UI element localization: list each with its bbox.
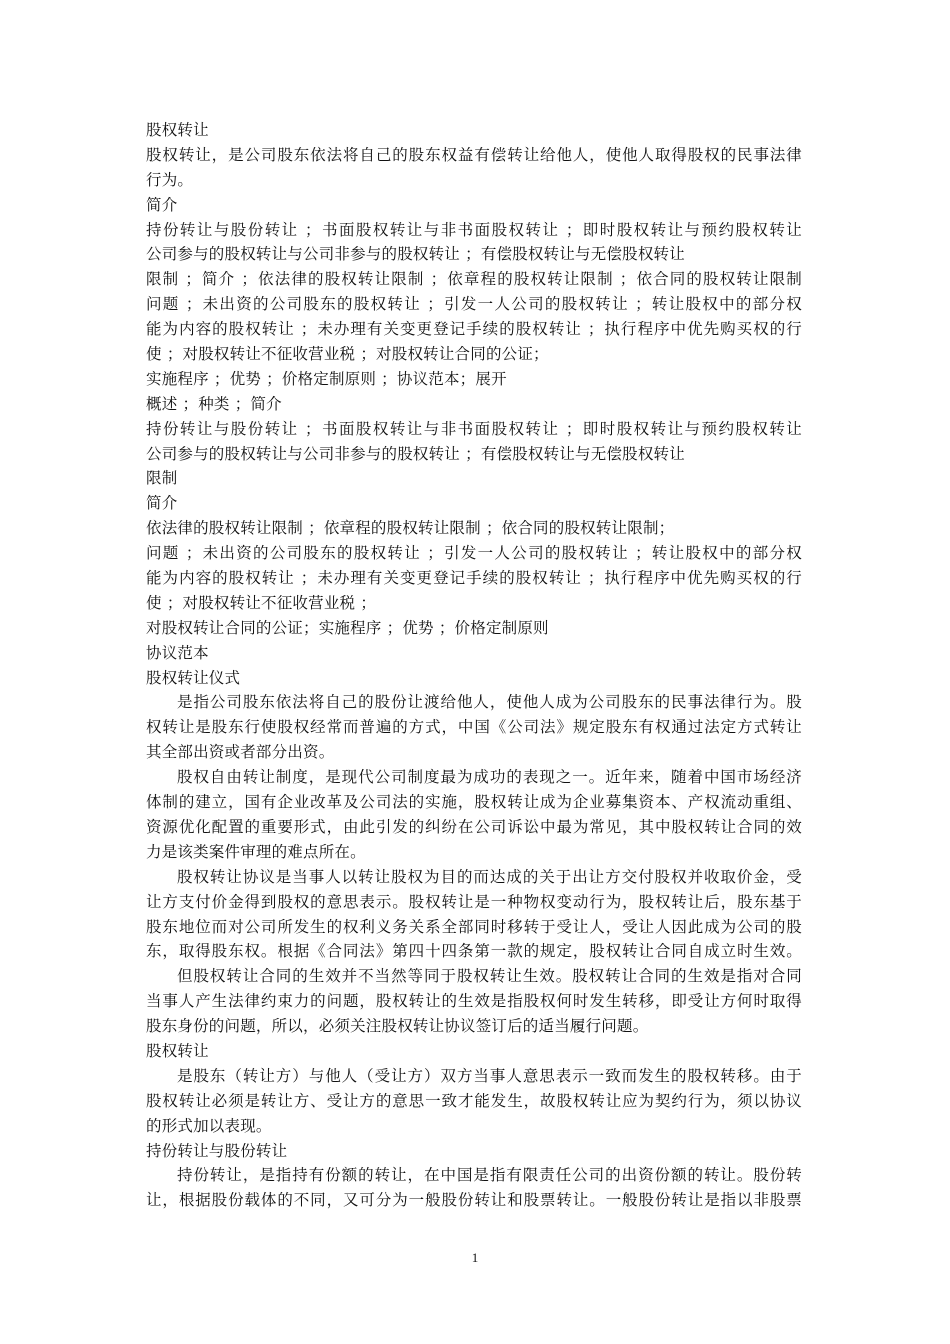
text-line: 股权转让 <box>146 1041 209 1060</box>
text-line: 持份转让与股份转让 ；书面股权转让与非书面股权转让 ；即时股权转让与预约股权转让 <box>146 220 802 239</box>
text-line: 股权自由转让制度，是现代公司制度最为成功的表现之一。近年来，随着中国市场经济 <box>177 768 802 787</box>
text-line: 能为内容的股权转让 ；未办理有关变更登记手续的股权转让 ；执行程序中优先购买权的行 <box>146 569 802 588</box>
text-line: 但股权转让合同的生效并不当然等同于股权转让生效。股权转让合同的生效是指对合同 <box>177 967 802 986</box>
text-line: 的形式加以表现。 <box>146 1116 272 1135</box>
text-line: 限制 <box>146 469 178 488</box>
text-line: 股权转让，是公司股东依法将自己的股东权益有偿转让给他人，使他人取得股权的民事法律 <box>146 145 802 164</box>
text-line: 资源优化配置的重要形式，由此引发的纠纷在公司诉讼中最为常见，其中股权转让合同的效 <box>146 817 802 836</box>
text-line: 使 ；对股权转让不征收营业税 ；对股权转让合同的公证； <box>146 345 549 364</box>
text-line: 依法律的股权转让限制 ；依章程的股权转让限制 ；依合同的股权转让限制； <box>146 519 675 538</box>
text-line: 让，根据股份载体的不同，又可分为一般股份转让和股票转让。一般股份转让是指以非股票 <box>146 1191 802 1210</box>
text-line: 问题 ；未出资的公司股东的股权转让 ；引发一人公司的股权转让 ；转让股权中的部分权 <box>146 295 802 314</box>
text-line: 简介 <box>146 195 178 214</box>
text-line: 股东地位而对公司所发生的权利义务关系全部同时移转于受让人，受让人因此成为公司的股 <box>146 917 802 936</box>
text-line: 实施程序 ；优势 ；价格定制原则 ；协议范本；展开 <box>146 369 507 388</box>
page-number: 1 <box>471 1250 479 1265</box>
text-line: 力是该类案件审理的难点所在。 <box>146 842 366 861</box>
text-line: 问题 ；未出资的公司股东的股权转让 ；引发一人公司的股权转让 ；转让股权中的部分权 <box>146 544 802 563</box>
text-line: 能为内容的股权转让 ；未办理有关变更登记手续的股权转让 ；执行程序中优先购买权的行 <box>146 320 802 339</box>
text-line: 行为。 <box>146 170 194 189</box>
text-line: 持份转让，是指持有份额的转让，在中国是指有限责任公司的出资份额的转让。股份转 <box>177 1166 802 1185</box>
text-line: 股权转让 <box>146 121 209 139</box>
text-line: 当事人产生法律约束力的问题，股权转让的生效是指股权何时发生转移，即受让方何时取得 <box>146 992 802 1011</box>
text-line: 公司参与的股权转让与公司非参与的股权转让 ；有偿股权转让与无偿股权转让 <box>146 444 685 463</box>
text-line: 持份转让与股份转让 <box>146 1141 288 1160</box>
text-line: 简介 <box>146 494 178 513</box>
text-line: 体制的建立，国有企业改革及公司法的实施，股权转让成为企业募集资本、产权流动重组、 <box>146 793 802 812</box>
text-line: 概述 ；种类 ；简介 <box>146 394 282 413</box>
text-line: 股权转让协议是当事人以转让股权为目的而达成的关于出让方交付股权并收取价金，受 <box>177 867 802 886</box>
document-body <box>146 118 802 1213</box>
text-line: 股权转让必须是转让方、受让方的意思一致才能发生，故股权转让应为契约行为，须以协议 <box>146 1091 802 1110</box>
text-line: 权转让是股东行使股权经常而普遍的方式，中国《公司法》规定股东有权通过法定方式转让 <box>146 718 802 737</box>
text-line: 东，取得股东权。根据《合同法》第四十四条第一款的规定，股权转让合同自成立时生效。 <box>146 942 802 961</box>
text-line: 协议范本 <box>146 643 209 662</box>
text-line: 限制 ；简介 ；依法律的股权转让限制 ；依章程的股权转让限制 ；依合同的股权转让限制 <box>146 270 802 289</box>
text-line: 是指公司股东依法将自己的股份让渡给他人，使他人成为公司股东的民事法律行为。股 <box>177 693 802 712</box>
text-line: 股权转让仪式 <box>146 668 241 687</box>
text-line: 公司参与的股权转让与公司非参与的股权转让 ；有偿股权转让与无偿股权转让 <box>146 245 685 264</box>
text-line: 是股东（转让方）与他人（受让方）双方当事人意思表示一致而发生的股权转移。由于 <box>177 1066 802 1085</box>
text-line: 使 ；对股权转让不征收营业税 ； <box>146 593 377 612</box>
text-line: 其全部出资或者部分出资。 <box>146 743 335 762</box>
text-line: 持份转让与股份转让 ；书面股权转让与非书面股权转让 ；即时股权转让与预约股权转让 <box>146 419 802 438</box>
text-line: 让方支付价金得到股权的意思表示。股权转让是一种物权变动行为，股权转让后，股东基于 <box>146 892 802 911</box>
text-line: 对股权转让合同的公证；实施程序 ；优势 ；价格定制原则 <box>146 618 549 637</box>
text-line: 股东身份的问题，所以，必须关注股权转让协议签订后的适当履行问题。 <box>146 1017 649 1036</box>
